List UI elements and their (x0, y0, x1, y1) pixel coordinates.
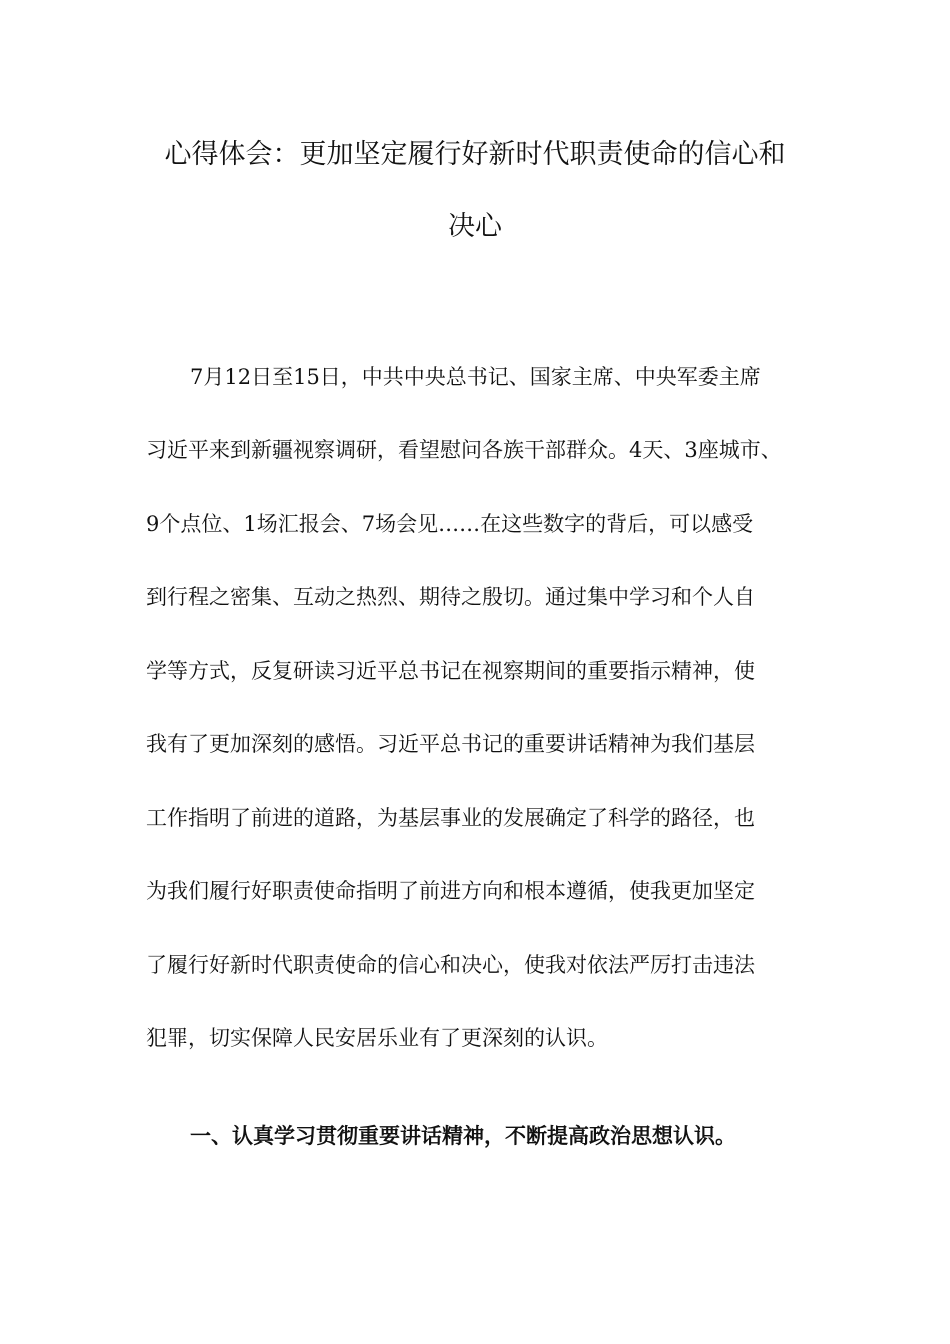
paragraph-line: 9个点位、1场汇报会、7场会见……在这些数字的背后，可以感受 (146, 512, 754, 536)
paragraph-line: 为我们履行好职责使命指明了前进方向和根本遵循，使我更加坚定 (146, 879, 755, 903)
paragraph-line: 学等方式，反复研读习近平总书记在视察期间的重要指示精神，使 (146, 659, 755, 683)
document-title-line-1: 心得体会：更加坚定履行好新时代职责使命的信心和 (164, 139, 786, 170)
paragraph-line: 7月12日至15日，中共中央总书记、国家主席、中央军委主席 (190, 365, 761, 389)
paragraph-line: 到行程之密集、互动之热烈、期待之殷切。通过集中学习和个人自 (146, 585, 755, 609)
paragraph-line: 我有了更加深刻的感悟。习近平总书记的重要讲话精神为我们基层 (146, 732, 755, 756)
paragraph-line: 了履行好新时代职责使命的信心和决心，使我对依法严厉打击违法 (146, 953, 755, 977)
paragraph-line: 工作指明了前进的道路，为基层事业的发展确定了科学的路径，也 (146, 806, 755, 830)
section-heading: 一、认真学习贯彻重要讲话精神，不断提高政治思想认识。 (190, 1123, 736, 1148)
document-title-line-2: 决心 (448, 211, 502, 242)
paragraph-line: 犯罪，切实保障人民安居乐业有了更深刻的认识。 (146, 1026, 608, 1050)
paragraph-line: 习近平来到新疆视察调研，看望慰问各族干部群众。4天、3座城市、 (146, 438, 782, 462)
